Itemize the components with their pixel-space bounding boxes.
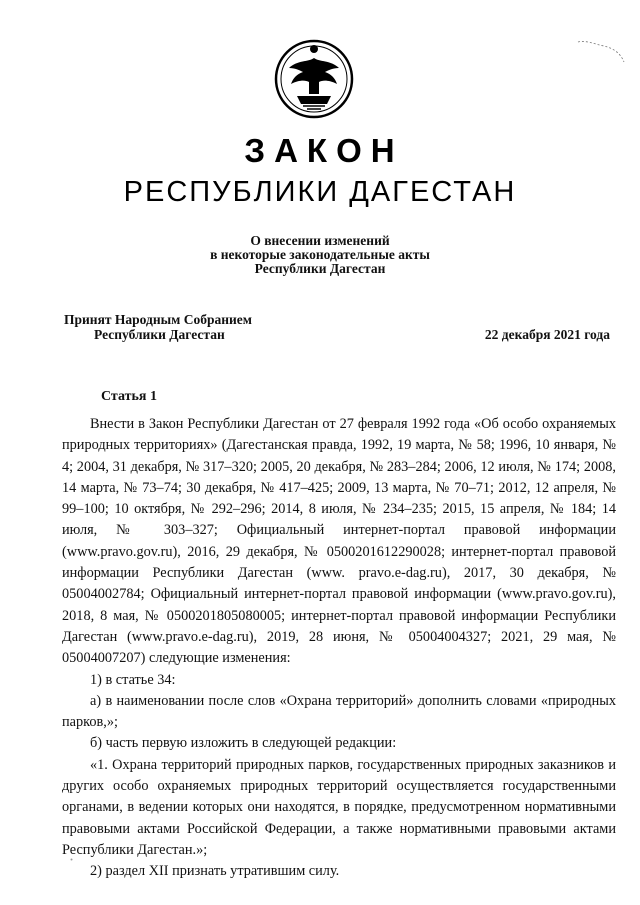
adoption-line: Принят Народным Собранием — [64, 312, 252, 327]
article-heading: Статья 1 — [101, 389, 157, 404]
document-subtitle: РЕСПУБЛИКИ ДАГЕСТАН — [123, 176, 517, 208]
document-title: ЗАКОН — [244, 132, 404, 169]
paragraph: Внести в Закон Республики Дагестан от 27 февраля 1992 года «Об особо охраняемых природных территориях» (Дагестанская правда, 1992, 19 марта, № 58; 1996, 10 января, № 4; 2004, 31 декабря, № 317–320; 2005, 20 декабря, № 283–284; 2006, 12 июля, № 174; 2008, 14 марта, № 73–74; 30 декабря, № 417–425; 2009, 13 марта, № 70–71; 2012, 12 апреля, № 99–100; 10 октября, № 292–296; 2014, 8 июля, № 234–235; 2015, 15 апреля, № 184; 14 июля, № 303–327; Официальный интернет-портал правовой информации (www.pravo.gov.ru), 2016, 29 декабря, № 0500201612290028; интернет-портал правовой информации Республики Дагестан (www. pravo.e-dag.ru), 2017, 30 декабря, № 05004002784; Официальный интернет-портал правовой информации (www.pravo.gov.ru), 2018, 8 мая, № 0500201805080005; интернет-портал правовой информации Республики Дагестан (www.pravo.e-dag.ru), 2019, 28 июня, № 05004004327; 2021, 29 мая, № 05004007207) следующие изменения: — [62, 416, 616, 667]
adoption-date: 22 декабря 2021 года — [484, 327, 610, 342]
paragraph: а) в наименовании после слов «Охрана территорий» дополнить словами «природных парков,»; — [62, 692, 616, 731]
subject-line: в некоторые законодательные акты — [210, 247, 430, 262]
scan-speck — [70, 858, 73, 861]
coat-of-arms-icon — [273, 38, 355, 120]
paragraph: б) часть первую изложить в следующей редакции: — [90, 735, 397, 752]
paragraph: 2) раздел XII признать утратившим силу. — [90, 863, 340, 880]
subject-line: Республики Дагестан — [254, 261, 386, 276]
article-body — [62, 414, 616, 883]
adoption-line: Республики Дагестан — [94, 327, 225, 342]
paragraph: «1. Охрана территорий природных парков, государственных природных заказников и других особо охраняемых природных территорий осуществляется государственными органами, в ведении которых они находятся, в порядке, предусмотренном нормативными правовыми актами Российской Федерации, а также нормативными правовыми актами Республики Дагестан.»; — [62, 756, 616, 858]
law-subject — [0, 234, 640, 276]
adoption-info — [64, 312, 252, 342]
paragraph: 1) в статье 34: — [90, 671, 176, 688]
pen-mark — [576, 36, 626, 66]
subject-line: О внесении изменений — [250, 233, 390, 248]
